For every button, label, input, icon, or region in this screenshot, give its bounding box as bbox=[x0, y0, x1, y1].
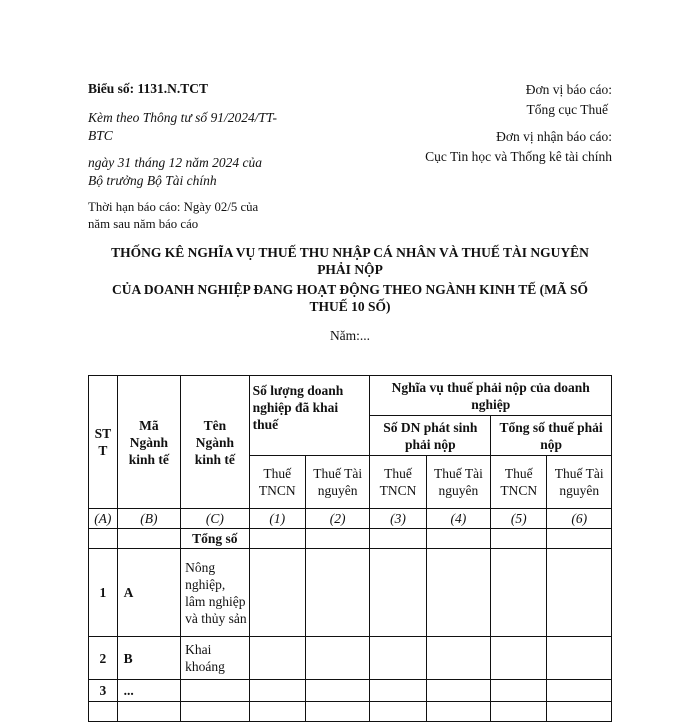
statistics-table bbox=[88, 375, 612, 722]
total-row bbox=[89, 529, 612, 549]
table-cell bbox=[547, 702, 612, 722]
table-cell bbox=[426, 702, 490, 722]
receiving-unit-value: Cục Tin học và Thống kê tài chính bbox=[425, 149, 612, 164]
date-line-1: ngày 31 tháng 12 năm 2024 của bbox=[88, 155, 262, 170]
header-tainguyen-3: Thuế Tài nguyên bbox=[547, 456, 612, 509]
index-cell: (2) bbox=[305, 509, 369, 529]
table-cell bbox=[426, 680, 490, 702]
deadline-line-1: Thời hạn báo cáo: Ngày 02/5 của bbox=[88, 200, 259, 214]
reporting-unit-value: Tổng cục Thuế bbox=[526, 102, 608, 117]
header-industry-name: Tên Ngành kinh tế bbox=[181, 376, 250, 509]
header-row-1 bbox=[89, 376, 612, 416]
index-cell: (C) bbox=[181, 509, 250, 529]
total-label: Tổng số bbox=[181, 529, 250, 549]
table-cell bbox=[426, 637, 490, 680]
row-stt: 1 bbox=[89, 549, 118, 637]
table-cell bbox=[370, 702, 426, 722]
row-code: ... bbox=[117, 680, 180, 702]
header-total-tax: Tổng số thuế phải nộp bbox=[491, 416, 612, 456]
table-cell bbox=[305, 680, 369, 702]
index-cell: (3) bbox=[370, 509, 426, 529]
table-cell bbox=[249, 529, 305, 549]
table-cell bbox=[370, 680, 426, 702]
title-line-1: THỐNG KÊ NGHĨA VỤ THUẾ THU NHẬP CÁ NHÂN VÀ THUẾ TÀI NGUYÊN bbox=[111, 245, 589, 260]
table-cell bbox=[89, 702, 118, 722]
table-cell bbox=[370, 529, 426, 549]
row-name bbox=[181, 680, 250, 702]
form-code: Biểu số: 1131.N.TCT bbox=[88, 81, 209, 96]
index-row bbox=[89, 509, 612, 529]
header-stt: STT bbox=[89, 376, 118, 509]
header-tainguyen-1: Thuế Tài nguyên bbox=[305, 456, 369, 509]
table-cell bbox=[305, 549, 369, 637]
table-cell bbox=[305, 529, 369, 549]
header-enterprise-count bbox=[249, 376, 370, 456]
table-cell bbox=[305, 637, 369, 680]
header-dn-count: Số DN phát sinh phải nộp bbox=[370, 416, 491, 456]
table-cell bbox=[370, 637, 426, 680]
header-tainguyen-2: Thuế Tài nguyên bbox=[426, 456, 490, 509]
table-row bbox=[89, 680, 612, 702]
table-cell bbox=[426, 529, 490, 549]
table-row-partial bbox=[89, 702, 612, 722]
reporting-unit-label: Đơn vị báo cáo: bbox=[525, 82, 612, 97]
report-title-part-1 bbox=[80, 244, 620, 278]
table-cell bbox=[491, 549, 547, 637]
row-code: B bbox=[117, 637, 180, 680]
table-cell bbox=[491, 680, 547, 702]
row-name: Khai khoáng bbox=[181, 637, 250, 680]
header-tncn-2: Thuế TNCN bbox=[370, 456, 426, 509]
table-cell bbox=[249, 702, 305, 722]
report-year: Năm:... bbox=[329, 328, 371, 343]
total-stt-cell bbox=[89, 529, 118, 549]
table-cell bbox=[547, 529, 612, 549]
header-enterprise-count-text: Số lượng doanh nghiệp đã khai thuế bbox=[252, 383, 344, 432]
index-cell: (4) bbox=[426, 509, 490, 529]
header-tax-obligation: Nghĩa vụ thuế phải nộp của doanh nghiệp bbox=[370, 376, 612, 416]
title-line-3: CỦA DOANH NGHIỆP ĐANG HOẠT ĐỘNG THEO NGÀNH KINH TẾ (MÃ SỐ bbox=[112, 282, 588, 297]
header-right bbox=[352, 80, 612, 167]
table-cell bbox=[491, 529, 547, 549]
table-row bbox=[89, 637, 612, 680]
row-stt: 3 bbox=[89, 680, 118, 702]
table-cell bbox=[305, 702, 369, 722]
header-industry-code: Mã Ngành kinh tế bbox=[117, 376, 180, 509]
table-cell bbox=[547, 680, 612, 702]
deadline-line-2: năm sau năm báo cáo bbox=[88, 217, 199, 231]
attachment-note bbox=[88, 109, 303, 145]
row-code: A bbox=[117, 549, 180, 637]
table-cell bbox=[249, 549, 305, 637]
title-line-4: THUẾ 10 SỐ) bbox=[309, 299, 391, 314]
title-line-2: PHẢI NỘP bbox=[317, 262, 383, 277]
index-cell: (A) bbox=[89, 509, 118, 529]
index-cell: (6) bbox=[547, 509, 612, 529]
row-name: Nông nghiệp, lâm nghiệp và thủy sản bbox=[181, 549, 250, 637]
index-cell: (1) bbox=[249, 509, 305, 529]
total-code-cell bbox=[117, 529, 180, 549]
report-title-part-2 bbox=[80, 281, 620, 315]
table-cell bbox=[117, 702, 180, 722]
issue-date-note bbox=[88, 154, 303, 190]
table-cell bbox=[547, 549, 612, 637]
header-left bbox=[88, 80, 303, 233]
table-cell bbox=[249, 680, 305, 702]
table-cell bbox=[249, 637, 305, 680]
index-cell: (B) bbox=[117, 509, 180, 529]
date-line-2: Bộ trưởng Bộ Tài chính bbox=[88, 173, 217, 188]
table-cell bbox=[426, 549, 490, 637]
row-stt: 2 bbox=[89, 637, 118, 680]
deadline-note bbox=[88, 199, 303, 233]
table-cell bbox=[181, 702, 250, 722]
table-cell bbox=[491, 637, 547, 680]
receiving-unit-label: Đơn vị nhận báo cáo: bbox=[496, 129, 612, 144]
attachment-line-2: BTC bbox=[88, 128, 113, 143]
table-cell bbox=[491, 702, 547, 722]
index-cell: (5) bbox=[491, 509, 547, 529]
table-row bbox=[89, 549, 612, 637]
table-cell bbox=[370, 549, 426, 637]
header-tncn-3: Thuế TNCN bbox=[491, 456, 547, 509]
header-tncn-1: Thuế TNCN bbox=[249, 456, 305, 509]
attachment-line-1: Kèm theo Thông tư số 91/2024/TT- bbox=[88, 110, 277, 125]
table-cell bbox=[547, 637, 612, 680]
